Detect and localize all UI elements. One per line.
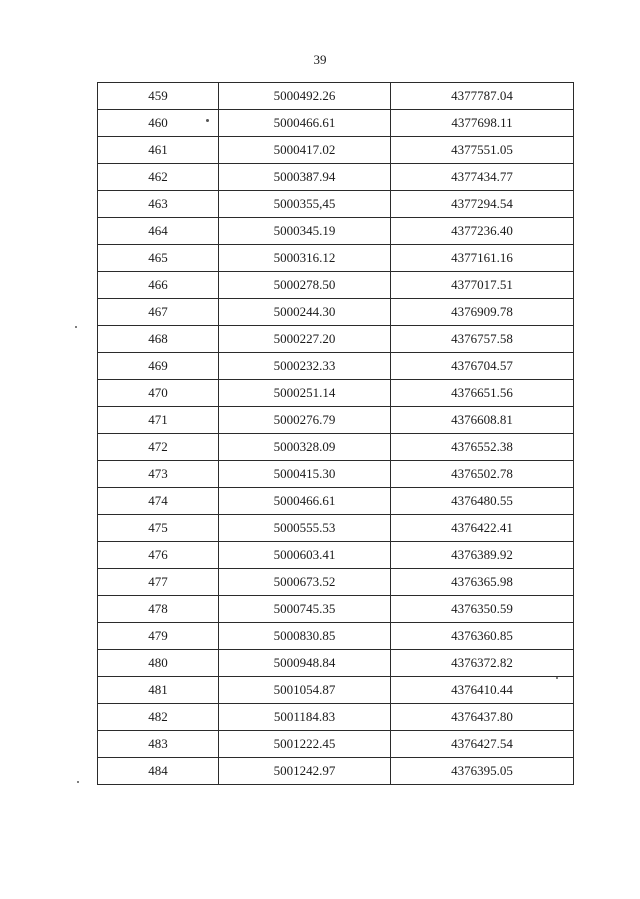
table-row — [98, 488, 574, 515]
point-number-cell: 474 — [98, 488, 219, 515]
y-coordinate-cell: 4376350.59 — [391, 596, 574, 623]
y-coordinate-cell: 4376410.44 — [391, 677, 574, 704]
table-row — [98, 650, 574, 677]
x-coordinate-cell: 5000276.79 — [219, 407, 391, 434]
y-coordinate-cell: 4377551.05 — [391, 137, 574, 164]
y-coordinate-cell: 4376395.05 — [391, 758, 574, 785]
table-row — [98, 353, 574, 380]
point-number-cell: 472 — [98, 434, 219, 461]
point-number-cell: 483 — [98, 731, 219, 758]
y-coordinate-cell: 4377017.51 — [391, 272, 574, 299]
x-coordinate-cell: 5000415.30 — [219, 461, 391, 488]
table-row — [98, 245, 574, 272]
table-row — [98, 83, 574, 110]
x-coordinate-cell: 5000251.14 — [219, 380, 391, 407]
table-row — [98, 569, 574, 596]
y-coordinate-cell: 4376422.41 — [391, 515, 574, 542]
point-number-cell: 478 — [98, 596, 219, 623]
table-row — [98, 731, 574, 758]
point-number-cell: 477 — [98, 569, 219, 596]
table-row — [98, 758, 574, 785]
point-number-cell: 470 — [98, 380, 219, 407]
point-number-cell: 462 — [98, 164, 219, 191]
table-row — [98, 677, 574, 704]
y-coordinate-cell: 4377434.77 — [391, 164, 574, 191]
x-coordinate-cell: 5001242.97 — [219, 758, 391, 785]
y-coordinate-cell: 4376360.85 — [391, 623, 574, 650]
table-row — [98, 461, 574, 488]
scan-speck — [75, 326, 77, 328]
table-row — [98, 164, 574, 191]
y-coordinate-cell: 4376757.58 — [391, 326, 574, 353]
y-coordinate-cell: 4376651.56 — [391, 380, 574, 407]
point-number-cell: 480 — [98, 650, 219, 677]
point-number-cell: 473 — [98, 461, 219, 488]
table-row — [98, 380, 574, 407]
x-coordinate-cell: 5000387.94 — [219, 164, 391, 191]
y-coordinate-cell: 4376552.38 — [391, 434, 574, 461]
x-coordinate-cell: 5000355,45 — [219, 191, 391, 218]
table-row — [98, 434, 574, 461]
point-number-cell: 481 — [98, 677, 219, 704]
point-number-cell: 461 — [98, 137, 219, 164]
x-coordinate-cell: 5000745.35 — [219, 596, 391, 623]
y-coordinate-cell: 4377698.11 — [391, 110, 574, 137]
point-number-cell: 467 — [98, 299, 219, 326]
x-coordinate-cell: 5000328.09 — [219, 434, 391, 461]
y-coordinate-cell: 4377787.04 — [391, 83, 574, 110]
x-coordinate-cell: 5001184.83 — [219, 704, 391, 731]
point-number-cell: 471 — [98, 407, 219, 434]
x-coordinate-cell: 5000673.52 — [219, 569, 391, 596]
y-coordinate-cell: 4376437.80 — [391, 704, 574, 731]
x-coordinate-cell: 5000492.26 — [219, 83, 391, 110]
y-coordinate-cell: 4377161.16 — [391, 245, 574, 272]
table-row — [98, 704, 574, 731]
x-coordinate-cell: 5000244.30 — [219, 299, 391, 326]
x-coordinate-cell: 5000345.19 — [219, 218, 391, 245]
point-number-cell: 459 — [98, 83, 219, 110]
point-number-cell: 465 — [98, 245, 219, 272]
point-number-cell: 479 — [98, 623, 219, 650]
table-row — [98, 218, 574, 245]
scan-speck — [206, 119, 209, 122]
table-row — [98, 407, 574, 434]
x-coordinate-cell: 5000278.50 — [219, 272, 391, 299]
table-row — [98, 299, 574, 326]
x-coordinate-cell: 5000466.61 — [219, 488, 391, 515]
y-coordinate-cell: 4376480.55 — [391, 488, 574, 515]
y-coordinate-cell: 4376389.92 — [391, 542, 574, 569]
point-number-cell: 469 — [98, 353, 219, 380]
point-number-cell: 466 — [98, 272, 219, 299]
y-coordinate-cell: 4377236.40 — [391, 218, 574, 245]
y-coordinate-cell: 4376502.78 — [391, 461, 574, 488]
x-coordinate-cell: 5000232.33 — [219, 353, 391, 380]
point-number-cell: 460 — [98, 110, 219, 137]
point-number-cell: 468 — [98, 326, 219, 353]
x-coordinate-cell: 5000555.53 — [219, 515, 391, 542]
table-row — [98, 542, 574, 569]
scan-speck — [556, 677, 558, 679]
y-coordinate-cell: 4376909.78 — [391, 299, 574, 326]
page-number: 39 — [313, 52, 327, 67]
x-coordinate-cell: 5000948.84 — [219, 650, 391, 677]
table-row — [98, 272, 574, 299]
table-row — [98, 110, 574, 137]
y-coordinate-cell: 4376427.54 — [391, 731, 574, 758]
table-row — [98, 191, 574, 218]
x-coordinate-cell: 5001222.45 — [219, 731, 391, 758]
point-number-cell: 475 — [98, 515, 219, 542]
table-row — [98, 137, 574, 164]
x-coordinate-cell: 5000227.20 — [219, 326, 391, 353]
x-coordinate-cell: 5000603.41 — [219, 542, 391, 569]
point-number-cell: 464 — [98, 218, 219, 245]
x-coordinate-cell: 5000417.02 — [219, 137, 391, 164]
y-coordinate-cell: 4376704.57 — [391, 353, 574, 380]
table-row — [98, 515, 574, 542]
x-coordinate-cell: 5000830.85 — [219, 623, 391, 650]
x-coordinate-cell: 5000466.61 — [219, 110, 391, 137]
point-number-cell: 463 — [98, 191, 219, 218]
point-number-cell: 476 — [98, 542, 219, 569]
table-row — [98, 623, 574, 650]
x-coordinate-cell: 5000316.12 — [219, 245, 391, 272]
scan-speck — [77, 781, 79, 783]
y-coordinate-cell: 4377294.54 — [391, 191, 574, 218]
table-body — [98, 83, 574, 785]
coordinates-table — [97, 82, 574, 785]
y-coordinate-cell: 4376372.82 — [391, 650, 574, 677]
x-coordinate-cell: 5001054.87 — [219, 677, 391, 704]
y-coordinate-cell: 4376608.81 — [391, 407, 574, 434]
point-number-cell: 482 — [98, 704, 219, 731]
table-row — [98, 326, 574, 353]
point-number-cell: 484 — [98, 758, 219, 785]
y-coordinate-cell: 4376365.98 — [391, 569, 574, 596]
table-row — [98, 596, 574, 623]
